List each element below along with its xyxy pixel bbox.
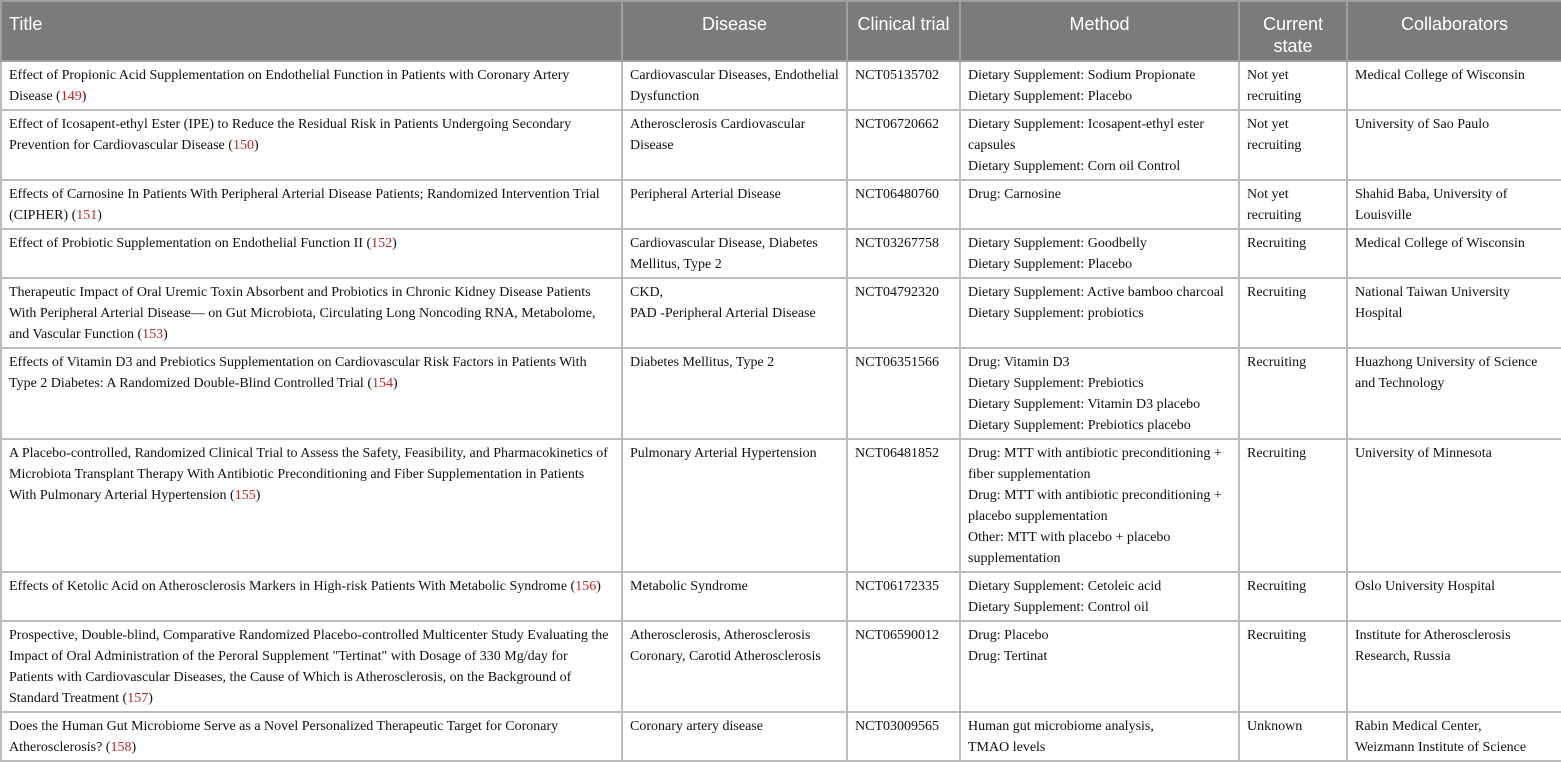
disease-cell bbox=[622, 439, 847, 572]
clinical-trial-id: NCT06351566 bbox=[855, 355, 939, 370]
method-item: Dietary Supplement: Corn oil Control bbox=[968, 159, 1181, 174]
trial-title: Effects of Carnosine In Patients With Peripheral Arterial Disease Patients; Randomized Intervention Trial (CIPHER) ( bbox=[9, 187, 600, 223]
disease-text: Atherosclerosis, Atherosclerosis Coronary, Carotid Atherosclerosis bbox=[630, 628, 821, 664]
collaborators-text: University of Sao Paulo bbox=[1355, 117, 1490, 132]
disease-cell bbox=[622, 621, 847, 712]
collaborators-text: Medical College of Wisconsin bbox=[1355, 68, 1525, 83]
method-item: Dietary Supplement: Vitamin D3 placebo bbox=[968, 397, 1201, 412]
reference-link[interactable]: 156 bbox=[575, 579, 597, 594]
collaborators-text: Oslo University Hospital bbox=[1355, 579, 1495, 594]
method-cell bbox=[960, 229, 1239, 278]
collaborators-text: Huazhong University of Science and Technology bbox=[1355, 355, 1538, 391]
col-header-collaborators: Collaborators bbox=[1347, 1, 1561, 61]
method-item: Drug: MTT with antibiotic preconditioning + fiber supplementation bbox=[968, 446, 1222, 482]
title-cell: Does the Human Gut Microbiome Serve as a Novel Personalized Therapeutic Target for Coronary Atherosclerosis? (158) bbox=[1, 712, 622, 761]
disease-text: Cardiovascular Diseases, Endothelial Dysfunction bbox=[630, 68, 839, 104]
collaborator-line: Weizmann Institute of Science bbox=[1355, 740, 1527, 755]
col-header-method: Method bbox=[960, 1, 1239, 61]
title-cell: Effect of Probiotic Supplementation on Endothelial Function II (152) bbox=[1, 229, 622, 278]
table-row bbox=[1, 229, 1561, 278]
collaborators-cell bbox=[1347, 61, 1561, 110]
trial-title: Effect of Propionic Acid Supplementation on Endothelial Function in Patients with Coronary Artery Disease ( bbox=[9, 68, 570, 104]
method-item: Dietary Supplement: Active bamboo charcoal bbox=[968, 285, 1224, 300]
trial-title: Does the Human Gut Microbiome Serve as a Novel Personalized Therapeutic Target for Coronary Atherosclerosis? ( bbox=[9, 719, 559, 755]
current-state-cell bbox=[1239, 180, 1347, 229]
disease-line: CKD, bbox=[630, 285, 664, 300]
trial-title: Effect of Probiotic Supplementation on Endothelial Function II ( bbox=[9, 236, 372, 251]
reference-link[interactable]: 153 bbox=[142, 327, 164, 342]
current-state-text: Unknown bbox=[1247, 719, 1303, 734]
disease-text: Cardiovascular Disease, Diabetes Mellitus, Type 2 bbox=[630, 236, 818, 272]
disease-text: Coronary artery disease bbox=[630, 719, 763, 734]
table-header-row bbox=[1, 1, 1561, 61]
method-item: Dietary Supplement: Goodbelly bbox=[968, 236, 1147, 251]
title-cell: A Placebo-controlled, Randomized Clinical Trial to Assess the Safety, Feasibility, and Pharmacokinetics of Microbiota Transplant Therapy With Antibiotic Preconditioning and Fiber Supplementation in Patients With Pulmonary Arterial Hypertension (155) bbox=[1, 439, 622, 572]
title-cell: Effects of Ketolic Acid on Atherosclerosis Markers in High-risk Patients With Metabolic Syndrome (156) bbox=[1, 572, 622, 621]
method-item: Drug: Vitamin D3 bbox=[968, 355, 1070, 370]
current-state-cell bbox=[1239, 621, 1347, 712]
reference-link[interactable]: 157 bbox=[127, 691, 149, 706]
disease-cell bbox=[622, 712, 847, 761]
reference-link[interactable]: 154 bbox=[371, 376, 393, 391]
clinical-trial-id: NCT06480760 bbox=[855, 187, 939, 202]
table-row bbox=[1, 572, 1561, 621]
collaborators-cell bbox=[1347, 110, 1561, 180]
reference-link[interactable]: 158 bbox=[110, 740, 132, 755]
clinical-trial-id: NCT03267758 bbox=[855, 236, 939, 251]
disease-text: Peripheral Arterial Disease bbox=[630, 187, 781, 202]
collaborators-text: Shahid Baba, University of Louisville bbox=[1355, 187, 1508, 223]
current-state-cell bbox=[1239, 110, 1347, 180]
collaborators-cell bbox=[1347, 439, 1561, 572]
collaborators-text: University of Minnesota bbox=[1355, 446, 1492, 461]
method-item: Drug: Placebo bbox=[968, 628, 1049, 643]
collaborators-text: Medical College of Wisconsin bbox=[1355, 236, 1525, 251]
collaborators-text: Institute for Atherosclerosis Research, Russia bbox=[1355, 628, 1511, 664]
method-cell bbox=[960, 348, 1239, 439]
clinical-trial-id: NCT06720662 bbox=[855, 117, 939, 132]
current-state-cell bbox=[1239, 439, 1347, 572]
current-state-cell bbox=[1239, 229, 1347, 278]
title-cell: Therapeutic Impact of Oral Uremic Toxin Absorbent and Probiotics in Chronic Kidney Disease Patients With Peripheral Arterial Disease— on Gut Microbiota, Circulating Long Noncoding RNA, Metabolome, and Vascular Function (153) bbox=[1, 278, 622, 348]
clinical-trial-id: NCT06590012 bbox=[855, 628, 939, 643]
method-item: Drug: Carnosine bbox=[968, 187, 1061, 202]
current-state-text: Recruiting bbox=[1247, 579, 1307, 594]
method-item: Dietary Supplement: Prebiotics bbox=[968, 376, 1144, 391]
clinical-trial-cell bbox=[847, 348, 960, 439]
table-row bbox=[1, 180, 1561, 229]
disease-cell bbox=[622, 229, 847, 278]
clinical-trial-cell bbox=[847, 572, 960, 621]
method-item: Dietary Supplement: Prebiotics placebo bbox=[968, 418, 1191, 433]
table-row bbox=[1, 439, 1561, 572]
current-state-text: Recruiting bbox=[1247, 446, 1307, 461]
method-item: Dietary Supplement: Placebo bbox=[968, 257, 1133, 272]
collaborators-text: National Taiwan University Hospital bbox=[1355, 285, 1511, 321]
trial-title: Prospective, Double-blind, Comparative Randomized Placebo-controlled Multicenter Study Evaluating the Impact of Oral Administration of the Peroral Supplement "Tertinat" with Dosage of 330 Mg/day for Patients with Cardiovascular Diseases, the Cause of Which is Atherosclerosis, on the Background of Standard Treatment ( bbox=[9, 628, 609, 706]
method-cell bbox=[960, 621, 1239, 712]
clinical-trial-cell bbox=[847, 61, 960, 110]
reference-link[interactable]: 150 bbox=[232, 138, 254, 153]
trial-title: Therapeutic Impact of Oral Uremic Toxin Absorbent and Probiotics in Chronic Kidney Disease Patients With Peripheral Arterial Disease— on Gut Microbiota, Circulating Long Noncoding RNA, Metabolome, and Vascular Function ( bbox=[9, 285, 596, 342]
title-cell: Effect of Icosapent-ethyl Ester (IPE) to Reduce the Residual Risk in Patients Undergoing Secondary Prevention for Cardiovascular Disease (150) bbox=[1, 110, 622, 180]
title-cell: Effect of Propionic Acid Supplementation on Endothelial Function in Patients with Coronary Artery Disease (149) bbox=[1, 61, 622, 110]
method-cell bbox=[960, 278, 1239, 348]
reference-link[interactable]: 155 bbox=[234, 488, 256, 503]
collaborators-cell bbox=[1347, 278, 1561, 348]
disease-cell bbox=[622, 348, 847, 439]
trial-title: Effect of Icosapent-ethyl Ester (IPE) to Reduce the Residual Risk in Patients Undergoing Secondary Prevention for Cardiovascular Disease ( bbox=[9, 117, 572, 153]
current-state-cell bbox=[1239, 712, 1347, 761]
disease-cell bbox=[622, 110, 847, 180]
title-cell: Prospective, Double-blind, Comparative Randomized Placebo-controlled Multicenter Study Evaluating the Impact of Oral Administration of the Peroral Supplement "Tertinat" with Dosage of 330 Mg/day for Patients with Cardiovascular Diseases, the Cause of Which is Atherosclerosis, on the Background of Standard Treatment (157) bbox=[1, 621, 622, 712]
method-item: Dietary Supplement: Icosapent-ethyl ester capsules bbox=[968, 117, 1204, 153]
clinical-trial-cell bbox=[847, 278, 960, 348]
method-item: Drug: MTT with antibiotic preconditioning + placebo supplementation bbox=[968, 488, 1222, 524]
current-state-text: Not yet recruiting bbox=[1247, 68, 1302, 104]
col-header-disease: Disease bbox=[622, 1, 847, 61]
disease-cell bbox=[622, 61, 847, 110]
col-header-title: Title bbox=[1, 1, 622, 61]
method-item: Dietary Supplement: Control oil bbox=[968, 600, 1149, 615]
col-header-clinical-trial: Clinical trial bbox=[847, 1, 960, 61]
method-cell bbox=[960, 110, 1239, 180]
collaborators-cell bbox=[1347, 180, 1561, 229]
collaborators-cell bbox=[1347, 229, 1561, 278]
current-state-text: Recruiting bbox=[1247, 285, 1307, 300]
title-cell: Effects of Carnosine In Patients With Peripheral Arterial Disease Patients; Randomized Intervention Trial (CIPHER) (151) bbox=[1, 180, 622, 229]
method-item: Dietary Supplement: probiotics bbox=[968, 306, 1144, 321]
method-item: Human gut microbiome analysis, bbox=[968, 719, 1154, 734]
clinical-trial-id: NCT04792320 bbox=[855, 285, 939, 300]
clinical-trial-cell bbox=[847, 712, 960, 761]
reference-link[interactable]: 152 bbox=[371, 236, 393, 251]
current-state-cell bbox=[1239, 61, 1347, 110]
current-state-cell bbox=[1239, 572, 1347, 621]
clinical-trial-id: NCT05135702 bbox=[855, 68, 939, 83]
table-row bbox=[1, 621, 1561, 712]
reference-link[interactable]: 151 bbox=[76, 208, 98, 223]
current-state-text: Recruiting bbox=[1247, 236, 1307, 251]
method-cell bbox=[960, 439, 1239, 572]
disease-text: Diabetes Mellitus, Type 2 bbox=[630, 355, 775, 370]
method-cell bbox=[960, 61, 1239, 110]
clinical-trial-cell bbox=[847, 439, 960, 572]
current-state-text: Recruiting bbox=[1247, 628, 1307, 643]
title-cell: Effects of Vitamin D3 and Prebiotics Supplementation on Cardiovascular Risk Factors in Patients With Type 2 Diabetes: A Randomized Double-Blind Controlled Trial (154) bbox=[1, 348, 622, 439]
method-item: Dietary Supplement: Cetoleic acid bbox=[968, 579, 1162, 594]
disease-text: Metabolic Syndrome bbox=[630, 579, 748, 594]
table-row bbox=[1, 712, 1561, 761]
collaborators-cell bbox=[1347, 572, 1561, 621]
clinical-trial-id: NCT03009565 bbox=[855, 719, 939, 734]
trial-title: A Placebo-controlled, Randomized Clinical Trial to Assess the Safety, Feasibility, and Pharmacokinetics of Microbiota Transplant Therapy With Antibiotic Preconditioning and Fiber Supplementation in Patients With Pulmonary Arterial Hypertension ( bbox=[9, 446, 608, 503]
clinical-trial-cell bbox=[847, 110, 960, 180]
clinical-trial-cell bbox=[847, 621, 960, 712]
reference-link[interactable]: 149 bbox=[60, 89, 82, 104]
clinical-trial-cell bbox=[847, 180, 960, 229]
current-state-text: Not yet recruiting bbox=[1247, 117, 1302, 153]
table-row bbox=[1, 348, 1561, 439]
trial-title: Effects of Ketolic Acid on Atherosclerosis Markers in High-risk Patients With Metabolic Syndrome ( bbox=[9, 579, 576, 594]
disease-cell bbox=[622, 180, 847, 229]
disease-text: Atherosclerosis Cardiovascular Disease bbox=[630, 117, 806, 153]
current-state-cell bbox=[1239, 278, 1347, 348]
current-state-cell bbox=[1239, 348, 1347, 439]
disease-text: Pulmonary Arterial Hypertension bbox=[630, 446, 817, 461]
method-cell bbox=[960, 572, 1239, 621]
disease-cell bbox=[622, 278, 847, 348]
collaborator-line: Rabin Medical Center, bbox=[1355, 719, 1482, 734]
method-item: Dietary Supplement: Placebo bbox=[968, 89, 1133, 104]
table-row bbox=[1, 61, 1561, 110]
col-header-current-state: Current state bbox=[1239, 1, 1347, 61]
table-row bbox=[1, 278, 1561, 348]
clinical-trial-cell bbox=[847, 229, 960, 278]
trial-title: Effects of Vitamin D3 and Prebiotics Supplementation on Cardiovascular Risk Factors in Patients With Type 2 Diabetes: A Randomized Double-Blind Controlled Trial ( bbox=[9, 355, 587, 391]
current-state-text: Not yet recruiting bbox=[1247, 187, 1302, 223]
method-item: Other: MTT with placebo + placebo supplementation bbox=[968, 530, 1171, 566]
table-row bbox=[1, 110, 1561, 180]
clinical-trial-id: NCT06172335 bbox=[855, 579, 939, 594]
method-cell bbox=[960, 180, 1239, 229]
method-cell bbox=[960, 712, 1239, 761]
clinical-trial-id: NCT06481852 bbox=[855, 446, 939, 461]
disease-line: PAD -Peripheral Arterial Disease bbox=[630, 306, 816, 321]
collaborators-cell bbox=[1347, 348, 1561, 439]
collaborators-cell bbox=[1347, 621, 1561, 712]
collaborators-cell bbox=[1347, 712, 1561, 761]
method-item: Dietary Supplement: Sodium Propionate bbox=[968, 68, 1196, 83]
disease-cell bbox=[622, 572, 847, 621]
current-state-text: Recruiting bbox=[1247, 355, 1307, 370]
method-item: Drug: Tertinat bbox=[968, 649, 1048, 664]
method-item: TMAO levels bbox=[968, 740, 1046, 755]
